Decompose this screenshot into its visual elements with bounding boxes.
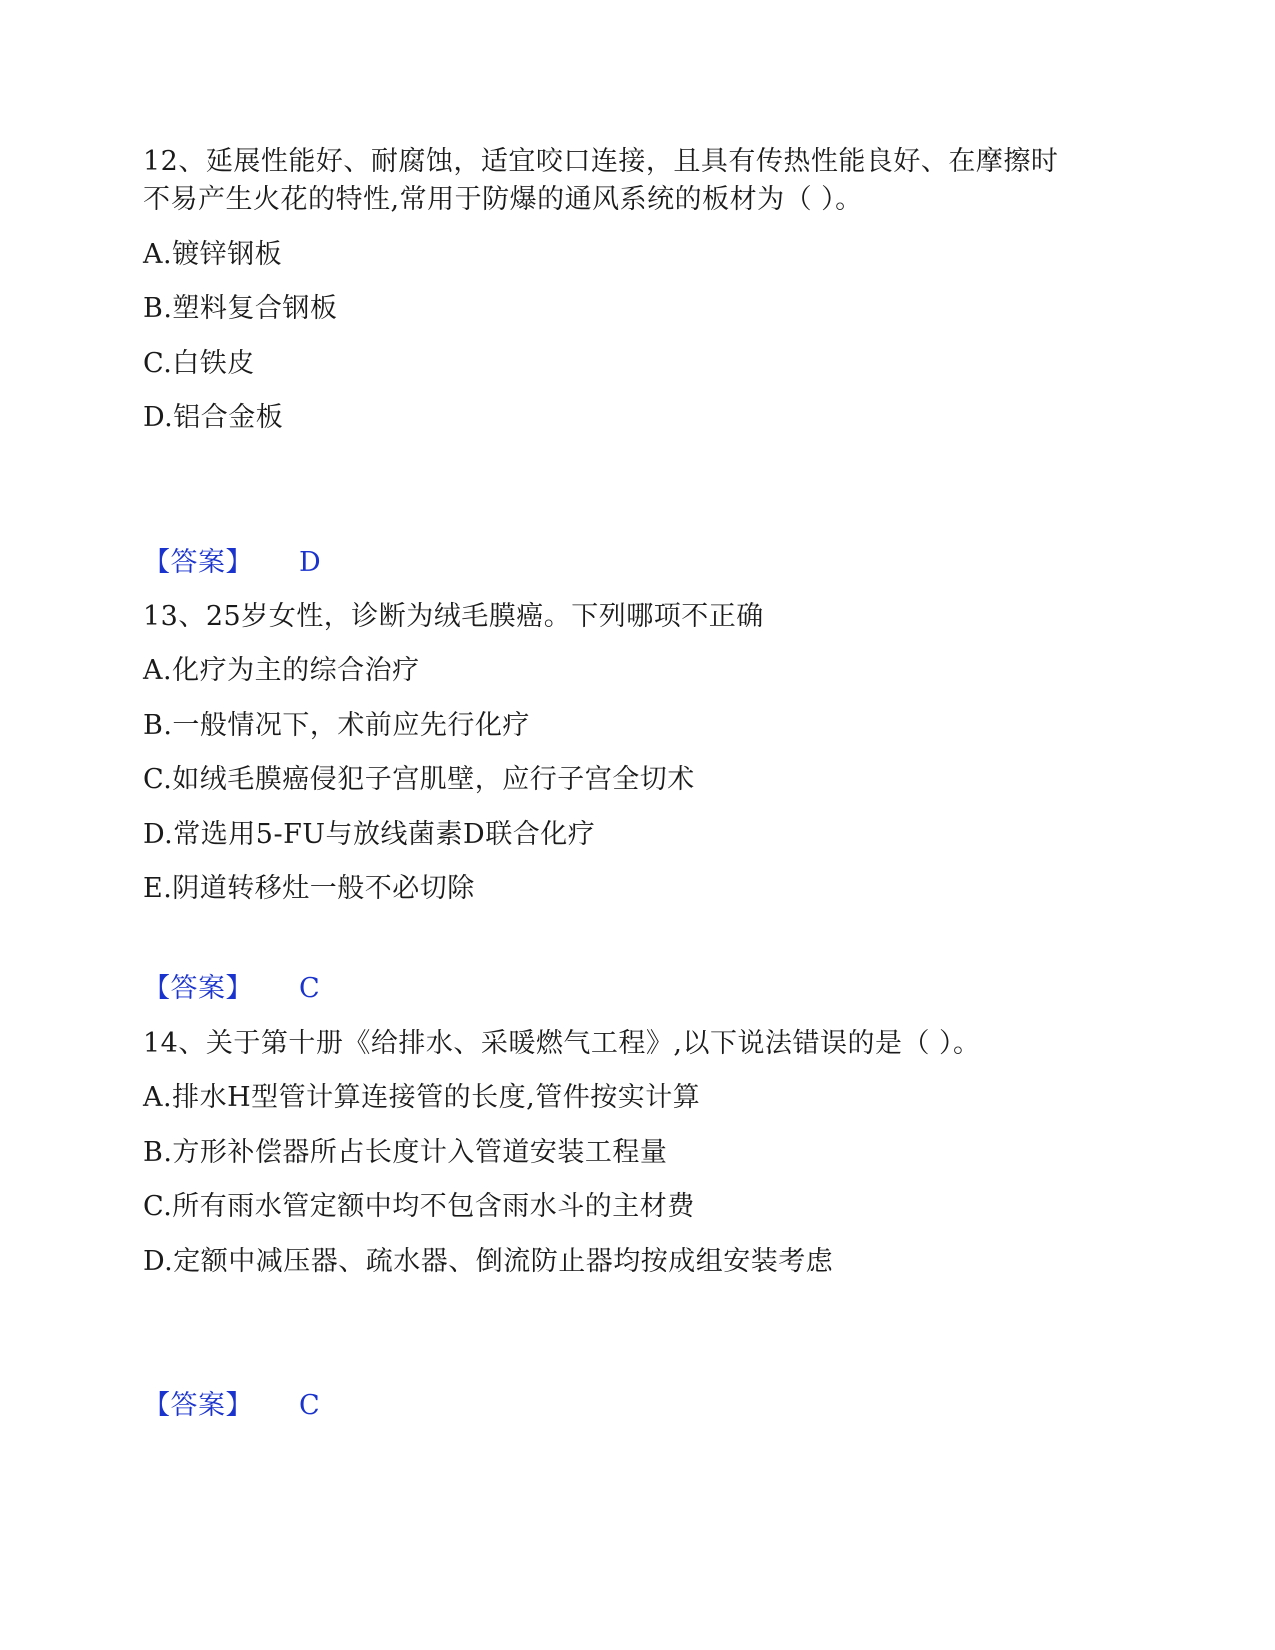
question-14-option-c: C.所有雨水管定额中均不包含雨水斗的主材费 <box>143 1191 695 1222</box>
question-13-option-d: D.常选用5-FU与放线菌素D联合化疗 <box>143 819 596 850</box>
question-14-stem-line-1: 14、关于第十册《给排水、采暖燃气工程》,以下说法错误的是（ ）。 <box>143 1028 981 1059</box>
question-12-option-d: D.铝合金板 <box>143 402 284 433</box>
question-12-option-b: B.塑料复合钢板 <box>143 293 338 324</box>
question-13-answer <box>143 971 320 1007</box>
question-12-option-a: A.镀锌钢板 <box>143 239 283 270</box>
question-13-option-a: A.化疗为主的综合治疗 <box>143 655 420 686</box>
answer-label: 【答案】 <box>143 1390 253 1421</box>
question-13-stem-line-1: 13、25岁女性，诊断为绒毛膜癌。下列哪项不正确 <box>143 601 764 632</box>
question-14-answer <box>143 1388 320 1424</box>
question-14-option-b: B.方形补偿器所占长度计入管道安装工程量 <box>143 1137 668 1168</box>
question-12-stem-line-1: 12、延展性能好、耐腐蚀，适宜咬口连接，且具有传热性能良好、在摩擦时 <box>143 146 1059 177</box>
question-12-stem-line-2: 不易产生火花的特性,常用于防爆的通风系统的板材为（ ）。 <box>143 184 863 215</box>
question-12-answer <box>143 545 321 581</box>
question-14-option-d: D.定额中减压器、疏水器、倒流防止器均按成组安装考虑 <box>143 1246 834 1277</box>
answer-value: C <box>299 973 321 1004</box>
answer-value: D <box>299 547 322 578</box>
answer-label: 【答案】 <box>143 973 253 1004</box>
answer-value: C <box>299 1390 321 1421</box>
answer-label: 【答案】 <box>143 547 253 578</box>
question-12-option-c: C.白铁皮 <box>143 348 255 379</box>
question-13-option-c: C.如绒毛膜癌侵犯子宫肌壁，应行子宫全切术 <box>143 764 695 795</box>
question-14-option-a: A.排水H型管计算连接管的长度,管件按实计算 <box>143 1082 701 1113</box>
question-13-option-e: E.阴道转移灶一般不必切除 <box>143 873 475 904</box>
question-13-option-b: B.一般情况下，术前应先行化疗 <box>143 710 530 741</box>
